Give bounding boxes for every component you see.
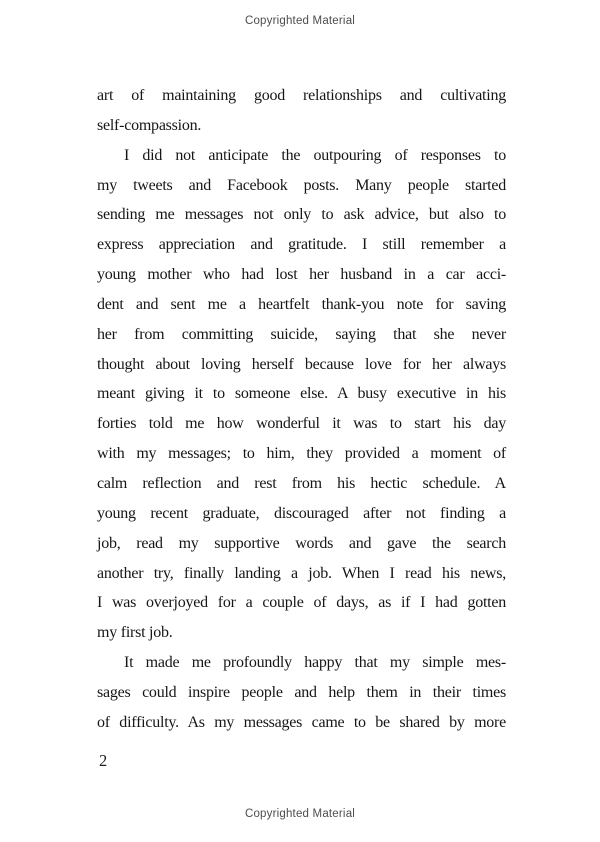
paragraph [97,648,506,738]
text-line: her from committing suicide, saying that she never [97,325,506,343]
copyright-notice-bottom: Copyrighted Material [244,808,356,820]
text-line: sages could inspire people and help them in their times [97,683,506,701]
text-line: thought about loving herself because love for her always [97,355,506,373]
text-line: another try, finally landing a job. When I read his news, [97,564,506,582]
text-line: calm reflection and rest from his hectic schedule. A [97,474,506,492]
text-line: forties told me how wonderful it was to start his day [97,415,506,433]
text-line: self-compassion. [97,116,202,134]
text-line: I was overjoyed for a couple of days, as if I had gotten [97,594,506,612]
text-line: of difficulty. As my messages came to be shared by more [97,713,506,731]
text-line: It made me profoundly happy that my simple mes- [124,654,506,672]
text-line: with my messages; to him, they provided a moment of [97,445,506,463]
paragraph [97,81,506,141]
paragraph [97,141,506,648]
text-line: my tweets and Facebook posts. Many people started [97,176,506,194]
text-line: my first job. [97,624,173,642]
text-line: job, read my supportive words and gave the search [97,534,506,552]
text-line: dent and sent me a heartfelt thank-you note for saving [97,295,506,313]
text-line: I did not anticipate the outpouring of responses to [124,146,506,164]
text-line: young recent graduate, discouraged after not finding a [97,504,506,522]
text-line: sending me messages not only to ask advice, but also to [97,206,506,224]
body-text [97,81,506,738]
text-line: young mother who had lost her husband in a car acci- [97,266,506,284]
text-line: meant giving it to someone else. A busy executive in his [97,385,506,403]
page-number: 2 [99,751,108,770]
text-line: art of maintaining good relationships and cultivating [97,87,506,104]
text-line: express appreciation and gratitude. I still remember a [97,236,506,254]
copyright-notice-top: Copyrighted Material [244,15,356,27]
